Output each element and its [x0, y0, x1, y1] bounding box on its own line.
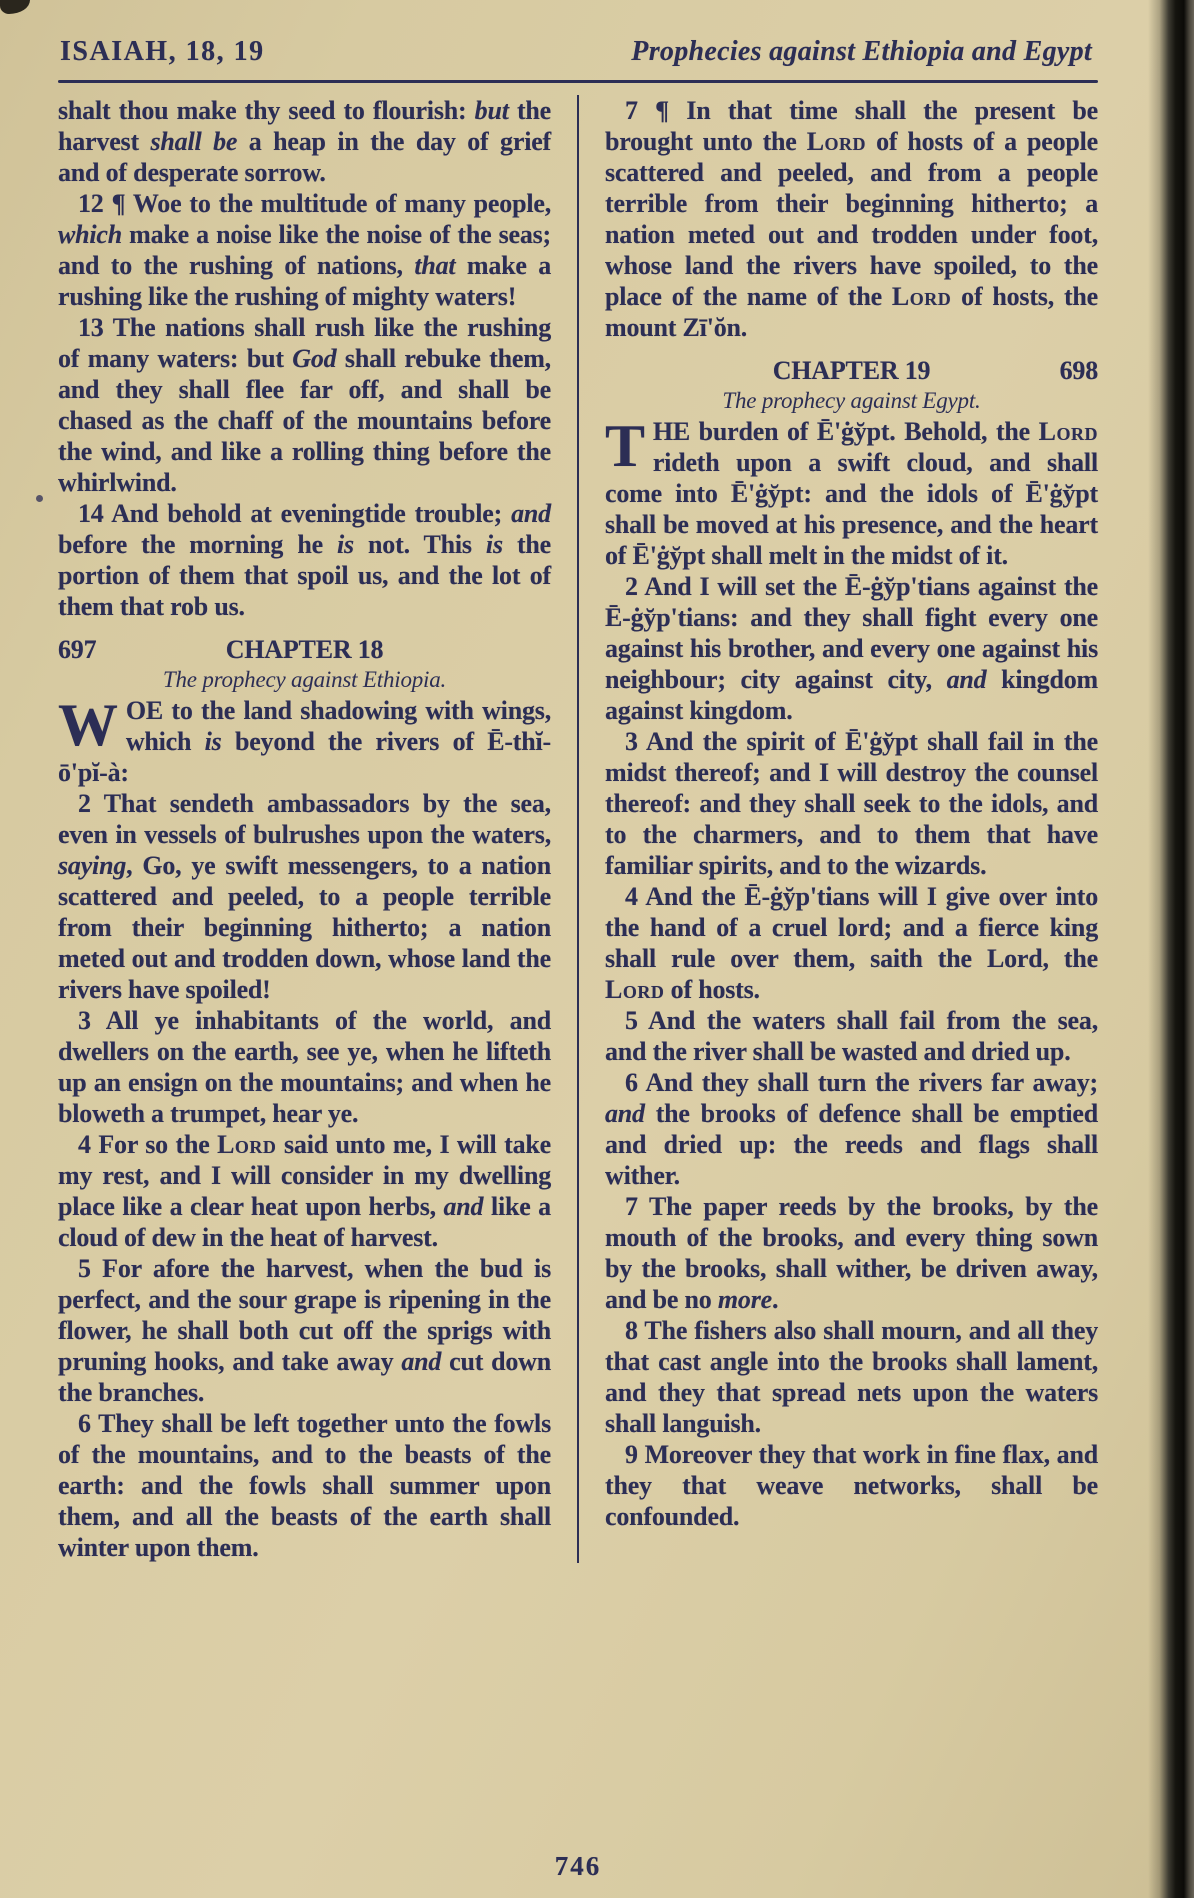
italic-text: and: [443, 1192, 484, 1221]
verse-paragraph: [605, 571, 1098, 726]
drop-cap: W: [58, 692, 118, 758]
drop-cap: T: [605, 413, 645, 479]
verse-text: the brooks of defence shall be emptied and dried up: the reeds and flags shall wither.: [605, 1099, 1098, 1190]
page-footer: [58, 1851, 1098, 1882]
verse-text: 4 And the Ē-ġy̆p'tians will I give over into the hand of a cruel lord; and a fierce king shall rule over them, saith the Lord, the: [605, 882, 1098, 973]
verse-text: the portion of them that spoil us, and the lot of them that rob us.: [58, 530, 552, 621]
smallcaps-lord-text: Lord: [1038, 417, 1098, 446]
verse-paragraph: [605, 413, 1098, 571]
italic-text: and: [511, 499, 551, 528]
verse-text: 3 All ye inhabitants of the world, and dwellers on the earth, see ye, when he lifteth up an ensign on the mountains; and when he bloweth a trumpet, hear ye.: [58, 1006, 551, 1128]
chapter-title: CHAPTER 19: [772, 356, 931, 385]
verse-text: beyond the rivers of Ē-thĭ-ō'pĭ-à:: [58, 727, 551, 787]
chapter-heading: [58, 634, 551, 665]
italic-text: that: [414, 251, 456, 280]
verse-text: 13 The nations shall rush like the rushing of many waters: but: [58, 313, 551, 373]
verse-text: cut down the branches.: [58, 1347, 551, 1407]
chapter-side-number: 697: [58, 635, 97, 664]
verse-text: the harvest: [58, 96, 552, 156]
scan-artifact-corner-mark: [0, 0, 30, 14]
verse-text: 9 Moreover they that work in fine flax, and they that weave networks, shall be confounded.: [605, 1440, 1098, 1531]
verse-text: not. This: [353, 530, 486, 559]
verse-text: HE burden of Ē'ġy̆pt. Behold, the: [652, 417, 1039, 446]
verse-text: of hosts of a people scattered and peeled, and from a people terrible from their beginning hitherto; a nation meted out and trodden under foot, whose land the rivers have spoiled, to the place of the name of the: [605, 127, 1098, 311]
running-head-title: Prophecies against Ethiopia and Egypt: [631, 36, 1092, 67]
verse-paragraph: [605, 1067, 1098, 1191]
italic-text: saying: [58, 851, 127, 880]
verse-paragraph: [58, 312, 551, 498]
chapter-subtitle: The prophecy against Ethiopia.: [162, 667, 447, 692]
verse-paragraph: [58, 1253, 551, 1408]
verse-text: make a noise like the noise of the seas; and to the rushing of nations,: [58, 220, 551, 280]
verse-text: 8 The fishers also shall mourn, and all they that cast angle into the brooks shall lament, and they that spread nets upon the waters shall languish.: [605, 1316, 1098, 1438]
verse-text: 7 The paper reeds by the brooks, by the mouth of the brooks, and every thing sown by the brooks, shall wither, be driven away, and be no: [605, 1192, 1098, 1314]
italic-text: more: [717, 1285, 772, 1314]
verse-paragraph: [58, 692, 551, 788]
verse-text: 5 And the waters shall fail from the sea, and the river shall be wasted and dried up.: [605, 1006, 1098, 1066]
chapter-subtitle: The prophecy against Egypt.: [722, 388, 981, 413]
chapter-heading: [605, 355, 1098, 386]
italic-text: and: [605, 1099, 645, 1128]
verse-text: shalt thou make thy seed to flourish:: [58, 96, 475, 125]
verse-text: of hosts.: [664, 975, 760, 1004]
verse-paragraph: [58, 788, 551, 1005]
left-column: [58, 95, 551, 1563]
column-divider: [577, 95, 579, 1563]
verse-text: before the morning he: [58, 530, 338, 559]
verse-text: of hosts, the mount Zī'ŏn.: [605, 282, 1098, 342]
verse-paragraph: [58, 1005, 551, 1129]
verse-text: shall rebuke them, and they shall flee far off, and shall be chased as the chaff of the mountains before the wind, and like a rolling thing before the whirlwind.: [58, 344, 551, 497]
verse-text: like a cloud of dew in the heat of harvest.: [58, 1192, 551, 1252]
smallcaps-lord-text: Lord: [605, 975, 665, 1004]
verse-text: make a rushing like the rushing of mighty waters!: [58, 251, 551, 311]
verse-paragraph: [58, 188, 551, 312]
italic-text: is: [204, 727, 222, 756]
italic-text: God: [292, 344, 337, 373]
continued-verse-paragraph: [58, 95, 551, 188]
italic-text: shall be: [150, 127, 238, 156]
verse-text: 6 And they shall turn the rivers far away;: [625, 1068, 1098, 1097]
verse-text: 2 And I will set the Ē-ġy̆p'tians against the Ē-ġy̆p'tians: and they shall fight every one against his brother, and every one against his neighbour; city against city,: [605, 572, 1098, 694]
verse-paragraph: [605, 1315, 1098, 1439]
verse-text: 12 ¶ Woe to the multitude of many people,: [78, 189, 551, 218]
verse-paragraph: [605, 1191, 1098, 1315]
verse-text: rideth upon a swift cloud, and shall come into Ē'ġy̆pt: and the idols of Ē'ġy̆pt shall be moved at his presence, and the heart of Ē'ġy̆pt shall melt in the midst of it.: [605, 448, 1098, 570]
page-edge-shadow: [1148, 0, 1194, 1898]
verse-paragraph: [58, 1129, 551, 1253]
verse-paragraph: [605, 726, 1098, 881]
verse-text: said unto me, I will take my rest, and I will consider in my dwelling place like a clear heat upon herbs,: [58, 1130, 551, 1221]
italic-text: but: [474, 96, 509, 125]
running-header: [58, 34, 1098, 80]
verse-paragraph: [605, 95, 1098, 343]
verse-text: a heap in the day of grief and of desperate sorrow.: [58, 127, 552, 187]
smallcaps-lord-text: Lord: [217, 1130, 277, 1159]
italic-text: is: [485, 530, 503, 559]
italic-text: which: [58, 220, 123, 249]
verse-paragraph: [58, 498, 551, 622]
verse-text: .: [771, 1285, 779, 1314]
verse-paragraph: [605, 1439, 1098, 1532]
right-column: [605, 95, 1098, 1563]
italic-text: and: [401, 1347, 442, 1376]
chapter-side-number: 698: [1059, 356, 1098, 385]
italic-text: and: [946, 665, 987, 694]
italic-text: is: [337, 530, 354, 559]
verse-text: 7 ¶ In that time shall the present be brought unto the: [605, 96, 1098, 156]
verse-text: 3 And the spirit of Ē'ġy̆pt shall fail in the midst thereof; and I will destroy the counsel thereof: and they shall seek to the idols, and to the charmers, and to them that have familiar spirits, and to the wizards.: [605, 727, 1098, 880]
smallcaps-lord-text: Lord: [806, 127, 867, 156]
verse-text: , Go, ye swift messengers, to a nation scattered and peeled, to a people terrible from their beginning hitherto; a nation meted out and trodden down, whose land the rivers have spoiled!: [58, 851, 551, 1004]
verse-paragraph: [605, 881, 1098, 1005]
verse-text: kingdom against kingdom.: [605, 665, 1099, 725]
verse-text: 6 They shall be left together unto the fowls of the mountains, and to the beasts of the earth: and the fowls shall summer upon them, and all the beasts of the earth shall winter upon them.: [58, 1409, 551, 1562]
verse-text: 2 That sendeth ambassadors by the sea, even in vessels of bulrushes upon the waters,: [58, 789, 551, 849]
verse-text: 5 For afore the harvest, when the bud is perfect, and the sour grape is ripening in the flower, he shall both cut off the sprigs with pruning hooks, and take away: [58, 1254, 551, 1376]
header-rule: [58, 80, 1098, 83]
page-number: 746: [554, 1851, 602, 1881]
text-columns: [58, 95, 1098, 1563]
verse-text: OE to the land shadowing with wings, which: [125, 696, 551, 756]
verse-text: 4 For so the: [78, 1130, 218, 1159]
verse-text: 14 And behold at eveningtide trouble;: [78, 499, 512, 528]
scan-artifact-dot: [36, 495, 43, 502]
verse-paragraph: [58, 1408, 551, 1563]
verse-paragraph: [605, 1005, 1098, 1067]
book-chapter-reference: ISAIAH, 18, 19: [60, 36, 265, 67]
smallcaps-lord-text: Lord: [891, 282, 952, 311]
chapter-title: CHAPTER 18: [225, 635, 384, 664]
